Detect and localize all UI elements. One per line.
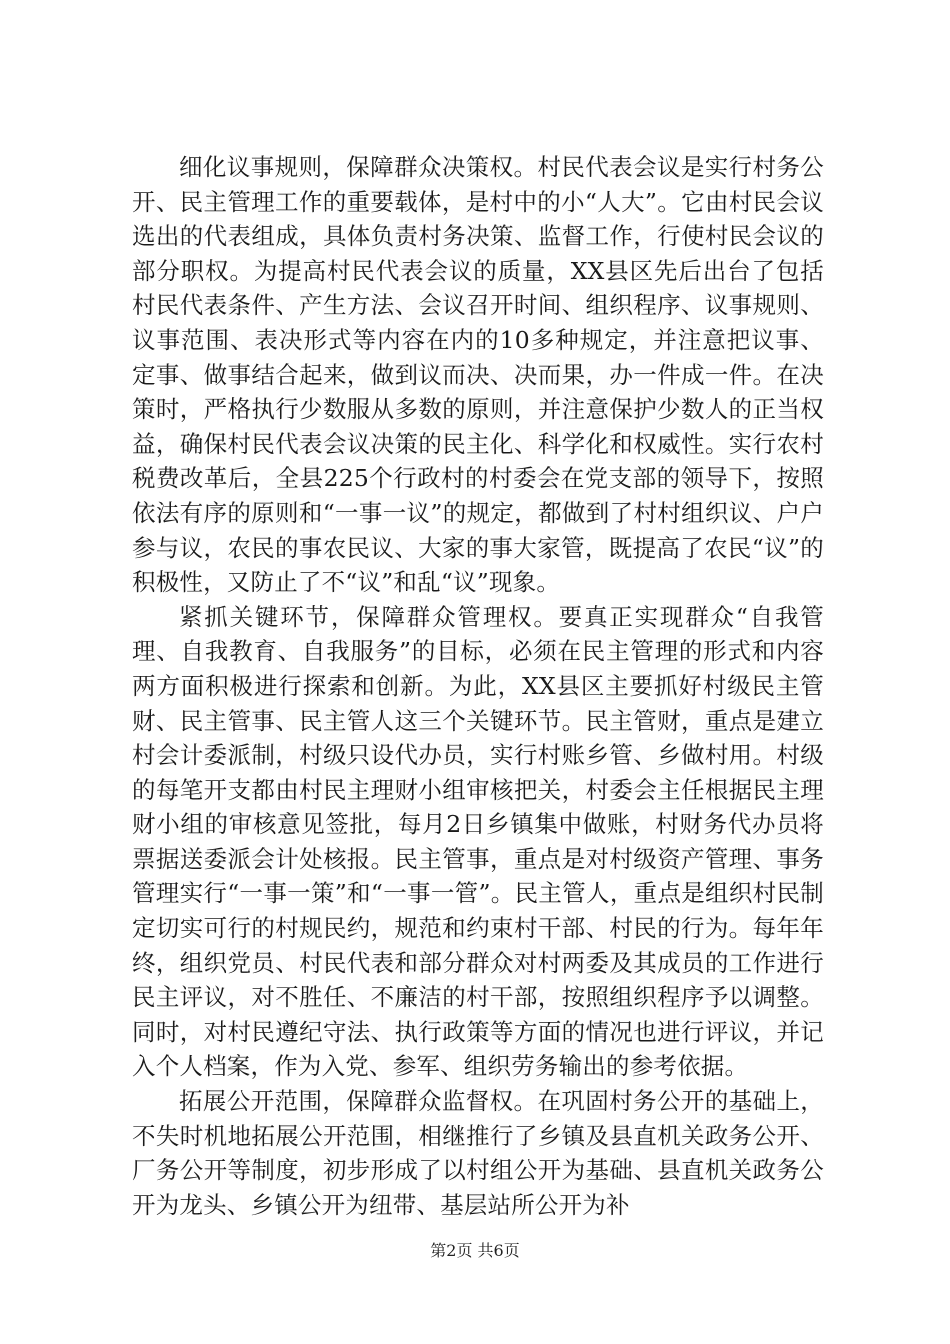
paragraph-decision-rights: 细化议事规则，保障群众决策权。村民代表会议是实行村务公开、民主管理工作的重要载体，是村中的小“人大”。它由村民会议选出的代表组成，具体负责村务决策、监督工作，行使村民会议的部分职权。为提高村民代表会议的质量，XX县区先后出台了包括村民代表条件、产生方法、会议召开时间、组织程序、议事规则、议事范围、表决形式等内容在内的10多种规定，并注意把议事、定事、做事结合起来，做到议而决、决而果，办一件成一件。在决策时，严格执行少数服从多数的原则，并注意保护少数人的正当权益，确保村民代表会议决策的民主化、科学化和权威性。实行农村税费改革后，全县225个行政村的村委会在党支部的领导下，按照依法有序的原则和“一事一议”的规定，都做到了村村组织议、户户参与议，农民的事农民议、大家的事大家管，既提高了农民“议”的积极性，又防止了不“议”和乱“议”现象。	[132, 153, 824, 597]
paragraph-supervision-rights: 拓展公开范围，保障群众监督权。在巩固村务公开的基础上，不失时机地拓展公开范围，相继推行了乡镇及县直机关政务公开、厂务公开等制度，初步形成了以村组公开为基础、县直机关政务公开为龙头、乡镇公开为纽带、基层站所公开为补	[132, 1087, 824, 1219]
page-number-footer: 第2页 共6页	[430, 1241, 520, 1260]
paragraph-management-rights: 紧抓关键环节，保障群众管理权。要真正实现群众“自我管理、自我教育、自我服务”的目标，必须在民主管理的形式和内容两方面积极进行探索和创新。为此，XX县区主要抓好村级民主管财、民主管事、民主管人这三个关键环节。民主管财，重点是建立村会计委派制，村级只设代办员，实行村账乡管、乡做村用。村级的每笔开支都由村民主理财小组审核把关，村委会主任根据民主理财小组的审核意见签批，每月2日乡镇集中做账，村财务代办员将票据送委派会计处核报。民主管事，重点是对村级资产管理、事务管理实行“一事一策”和“一事一管”。民主管人，重点是组织村民制定切实可行的村规民约，规范和约束村干部、村民的行为。每年年终，组织党员、村民代表和部分群众对村两委及其成员的工作进行民主评议，对不胜任、不廉洁的村干部，按照组织程序予以调整。同时，对村民遵纪守法、执行政策等方面的情况也进行评议，并记入个人档案，作为入党、参军、组织劳务输出的参考依据。	[132, 602, 824, 1081]
document-body	[132, 150, 824, 1222]
